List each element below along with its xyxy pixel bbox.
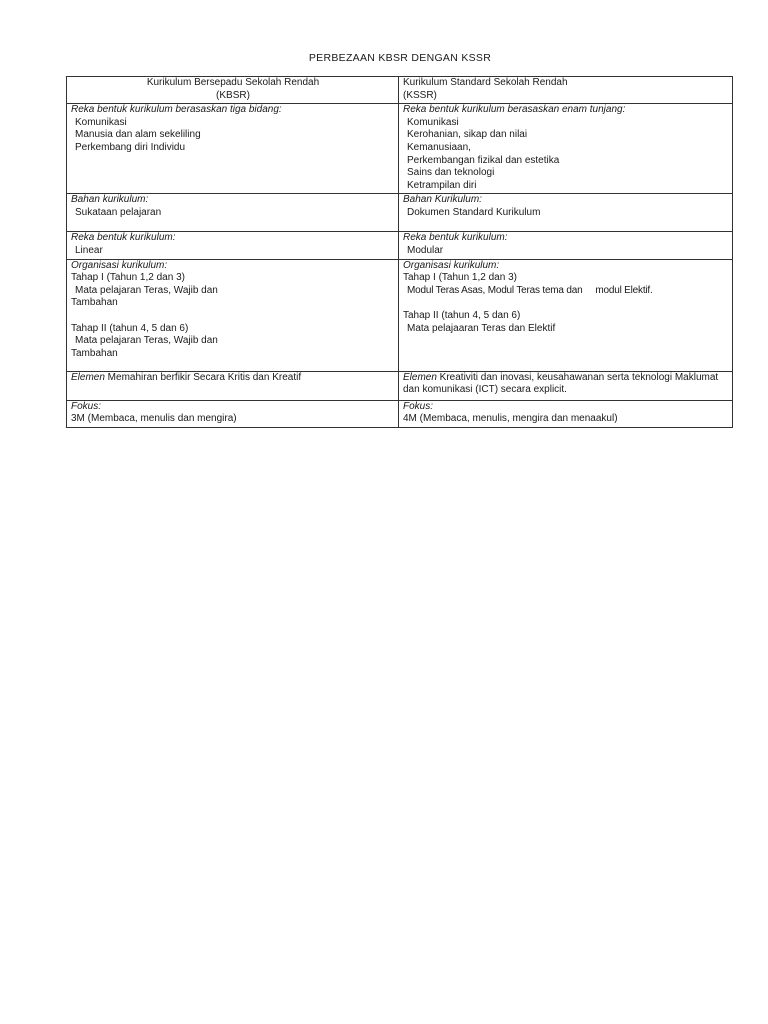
- table-row: [67, 194, 733, 232]
- kbsr-tahap1-desc-cont: Tambahan: [71, 297, 118, 309]
- list-item: Komunikasi: [407, 116, 459, 128]
- kbsr-elemen-label: Elemen: [71, 371, 105, 383]
- kssr-elemen-text: Kreativiti dan inovasi, keusahawanan serta teknologi Maklumat dan komunikasi (ICT) secara explicit.: [403, 371, 719, 396]
- table-row: [67, 371, 733, 400]
- kssr-reka-tunjang-label: Reka bentuk kurikulum berasaskan enam tunjang:: [403, 104, 626, 116]
- kbsr-elemen-cell: [67, 371, 399, 400]
- kbsr-bahan-value: Sukataan pelajaran: [75, 206, 162, 218]
- kbsr-header: [67, 77, 399, 104]
- kssr-fokus-cell: [399, 400, 733, 427]
- kssr-tahap2-desc: Mata pelajaaran Teras dan Elektif: [407, 322, 556, 334]
- kssr-reka-bentuk-label: Reka bentuk kurikulum:: [403, 232, 508, 244]
- kbsr-reka-bidang-label: Reka bentuk kurikulum berasaskan tiga bidang:: [71, 104, 282, 116]
- kssr-tahap2: Tahap II (tahun 4, 5 dan 6): [403, 309, 521, 321]
- kssr-elemen-label: Elemen: [403, 371, 437, 383]
- table-row: [67, 104, 733, 194]
- kssr-bahan-value: Dokumen Standard Kurikulum: [407, 206, 541, 218]
- kbsr-reka-bidang-cell: [67, 104, 399, 194]
- kssr-header: [399, 77, 733, 104]
- kbsr-reka-bentuk-cell: [67, 232, 399, 259]
- kssr-tahap1: Tahap I (Tahun 1,2 dan 3): [403, 272, 517, 284]
- comparison-table: [66, 76, 733, 428]
- kssr-bahan-label: Bahan Kurikulum:: [403, 194, 482, 206]
- kssr-elemen-cell: [399, 371, 733, 400]
- list-item: Perkembang diri Individu: [75, 141, 186, 153]
- kbsr-bahan-label: Bahan kurikulum:: [71, 194, 149, 206]
- kssr-reka-bentuk-value: Modular: [407, 244, 444, 256]
- kbsr-tahap1: Tahap I (Tahun 1,2 dan 3): [71, 272, 185, 284]
- kbsr-organisasi-cell: [67, 259, 399, 371]
- table-header-row: [67, 77, 733, 104]
- kssr-fokus-label: Fokus:: [403, 400, 434, 412]
- kbsr-bahan-cell: [67, 194, 399, 232]
- list-item: Kemanusiaan,: [407, 141, 471, 153]
- kssr-reka-bentuk-cell: [399, 232, 733, 259]
- spacer: [403, 297, 729, 310]
- kssr-organisasi-cell: [399, 259, 733, 371]
- table-row: [67, 232, 733, 259]
- kbsr-reka-bentuk-value: Linear: [75, 244, 103, 256]
- list-item: Kerohanian, sikap dan nilai: [407, 129, 528, 141]
- kbsr-reka-bentuk-label: Reka bentuk kurikulum:: [71, 232, 176, 244]
- kbsr-organisasi-label: Organisasi kurikulum:: [71, 259, 168, 271]
- list-item: Sains dan teknologi: [407, 167, 495, 179]
- table-row: [67, 259, 733, 371]
- spacer: [71, 310, 395, 323]
- kbsr-fokus-cell: [67, 400, 399, 427]
- table-row: [67, 400, 733, 427]
- list-item: Perkembangan fizikal dan estetika: [407, 154, 560, 166]
- document-title: PERBEZAAN KBSR DENGAN KSSR: [308, 52, 492, 64]
- list-item: Manusia dan alam sekeliling: [75, 129, 201, 141]
- kssr-header-name: Kurikulum Standard Sekolah Rendah: [403, 77, 568, 88]
- kbsr-header-name: Kurikulum Bersepadu Sekolah Rendah: [146, 77, 320, 88]
- kbsr-tahap2: Tahap II (tahun 4, 5 dan 6): [71, 322, 189, 334]
- kbsr-header-abbr: (KBSR): [216, 89, 250, 101]
- kssr-fokus-value: 4M (Membaca, menulis, mengira dan menaakul): [403, 413, 618, 425]
- kssr-reka-tunjang-cell: [399, 104, 733, 194]
- kssr-header-abbr: (KSSR): [403, 89, 437, 101]
- kbsr-elemen-text: Memahiran berfikir Secara Kritis dan Kreatif: [104, 371, 302, 383]
- kbsr-fokus-value: 3M (Membaca, menulis dan mengira): [71, 413, 237, 425]
- list-item: Komunikasi: [75, 116, 127, 128]
- kbsr-tahap1-desc: Mata pelajaran Teras, Wajib dan: [75, 284, 218, 296]
- kbsr-fokus-label: Fokus:: [71, 400, 102, 412]
- kbsr-tahap2-desc-cont: Tambahan: [71, 347, 118, 359]
- kssr-organisasi-label: Organisasi kurikulum:: [403, 259, 500, 271]
- list-item: Ketrampilan diri: [407, 179, 477, 191]
- kbsr-tahap2-desc: Mata pelajaran Teras, Wajib dan: [75, 335, 218, 347]
- kssr-tahap1-desc: Modul Teras Asas, Modul Teras tema dan modul Elektif.: [407, 284, 653, 296]
- kssr-bahan-cell: [399, 194, 733, 232]
